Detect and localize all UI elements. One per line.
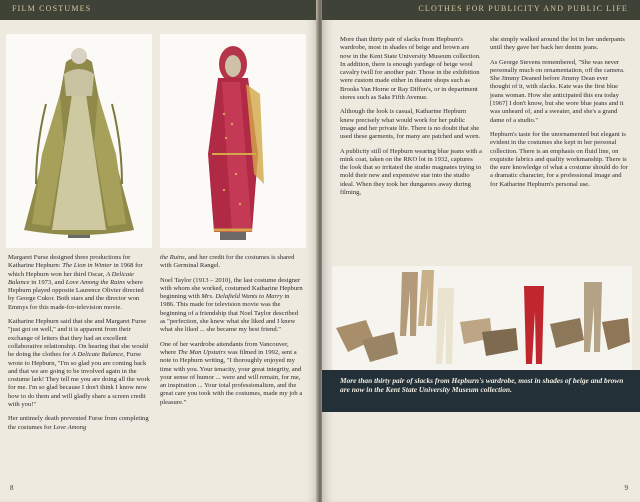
- italic-title: Love Among the Ruins: [65, 278, 126, 286]
- red-sari-photo: [160, 34, 306, 248]
- italic-title: A Delicate Balance: [71, 351, 124, 359]
- body-paragraph: More than thirty pair of slacks from Hepburn's wardrobe, most in shades of beige and brown are now in the Kent State University Museum collection. In addition, there is enough yardage of beige wool cavalry twill for another pair. Those in the exhibition were custom made either in theatre shops such as Brooks Van Horne or Ray Diffen's, or in department stores such as Saks Fifth Avenue.: [340, 36, 481, 102]
- italic-title: Mrs. Delafield Wants to Marry: [201, 293, 283, 301]
- italic-title: the Ruins: [160, 254, 185, 261]
- green-gown-photo: [6, 34, 152, 248]
- body-paragraph: As George Stevens remembered, "She was never personally much on ornamentation, off the camera. She Jimmy Deaned before Jimmy Dean ever thought of it, with slacks. Kate was the first blue jeans woman. How she anticipated this era today [1967] I don't know, but she wore blue jeans and it was unheard of, and a sweater, and she's a grand dame of a studio.": [490, 58, 625, 124]
- italic-title: The Man Upstairs: [177, 348, 226, 356]
- right-column-b: [490, 36, 628, 195]
- red-sari-illustration: [160, 34, 306, 248]
- right-page: [322, 0, 640, 502]
- left-page-number: 8: [10, 484, 14, 492]
- body-paragraph: Her untimely death prevented Furse from completing the costumes for Love Among: [8, 415, 149, 431]
- italic-title: The Lion in Winter: [62, 262, 112, 270]
- slacks-photo: [332, 266, 632, 370]
- right-running-header: CLOTHES FOR PUBLICITY AND PUBLIC LIFE: [418, 4, 628, 13]
- right-page-number: 9: [624, 484, 628, 492]
- italic-title: A Delicate Balance: [8, 270, 134, 286]
- body-paragraph: Hepburn's taste for the unornamented but elegant is evident in the costumes she kept in her personal collection. There is an emphasis on fluid line, on exquisite fabrics and quality workmanship. There is the sure knowledge of what a costume should do for a dramatic character, for a professional image and for Katharine Hepburn's personal use.: [490, 130, 628, 188]
- body-paragraph: A publicity still of Hepburn wearing blue jeans with a mink coat, taken on the RKO lot in 1932, captures the look that so irritated the studio magnates trying to mold their new and expensive star into the studio ideal. When they took her dungarees away during filming,: [340, 147, 482, 197]
- body-paragraph: Margaret Furse designed three productions for Katharine Hepburn: The Lion in Winter in 1968 for which Hepburn won her third Oscar, A Delicate Balance in 1973, and Love Among the Ruins where Hepburn played opposite Laurence Olivier directed by George Cukor. Both stars and the director won Emmys for this made-for-television movie.: [8, 254, 144, 311]
- italic-title: Love Among: [53, 423, 87, 431]
- left-column-a: [8, 254, 150, 438]
- body-paragraph: Noel Taylor (1913 – 2010), the last costume designer with whom she worked, costumed Katharine Hepburn beginning with Mrs. Delafield Wants to Marry in 1986. This made for television movie was the beginning of a friendship that Noel Taylor described as "perfection, she knew what she liked and I knew what she liked ... she became my best friend.": [160, 276, 303, 334]
- green-gown-illustration: [6, 34, 152, 248]
- slacks-caption: More than thirty pair of slacks from Hepburn's wardrobe, most in shades of beige and brown are now in the Kent State University Museum collection.: [340, 376, 624, 395]
- left-column-b: [160, 254, 304, 413]
- left-page: [0, 0, 318, 502]
- body-paragraph: One of her wardrobe attendants from Vancouver, where The Man Upstairs was filmed in 1992, sent a note to Hepburn writing, "I thoroughly enjoyed my time with you. Your tenacity, your great integrity, and your sense of humor ... were and will remain, for me, an inspiration ... Your total professionalism, and the great care you took with the costumes, made my job a pleasure.": [160, 340, 303, 406]
- body-paragraph: the Ruins, and her credit for the costumes is shared with Germinal Rangel.: [160, 254, 295, 270]
- body-paragraph: Although the look is casual, Katharine Hepburn knew precisely what would work for her public image and her private life. There is no doubt that she used these garments, for many are patched and worn.: [340, 108, 481, 141]
- slacks-illustration: [332, 266, 632, 370]
- right-column-a: [340, 36, 482, 203]
- left-running-header: FILM COSTUMES: [12, 4, 92, 13]
- body-paragraph: Katharine Hepburn said that she and Margaret Furse "just got on well," and it is apparent from their exchange of letters that they had an excellent collaborative relationship. On hearing that she would be doing the clothes for A Delicate Balance, Furse wrote to Hepburn, "I'm so glad you are coming back and that we are going to be involved again in the costume lark! They tell me you are doing all the work for me. I'm so glad because I don't think I know now how to do them and will gladly share a screen credit with you!": [8, 318, 150, 409]
- body-paragraph: she simply walked around the lot in her underpants until they gave her back her denim jeans.: [490, 36, 625, 52]
